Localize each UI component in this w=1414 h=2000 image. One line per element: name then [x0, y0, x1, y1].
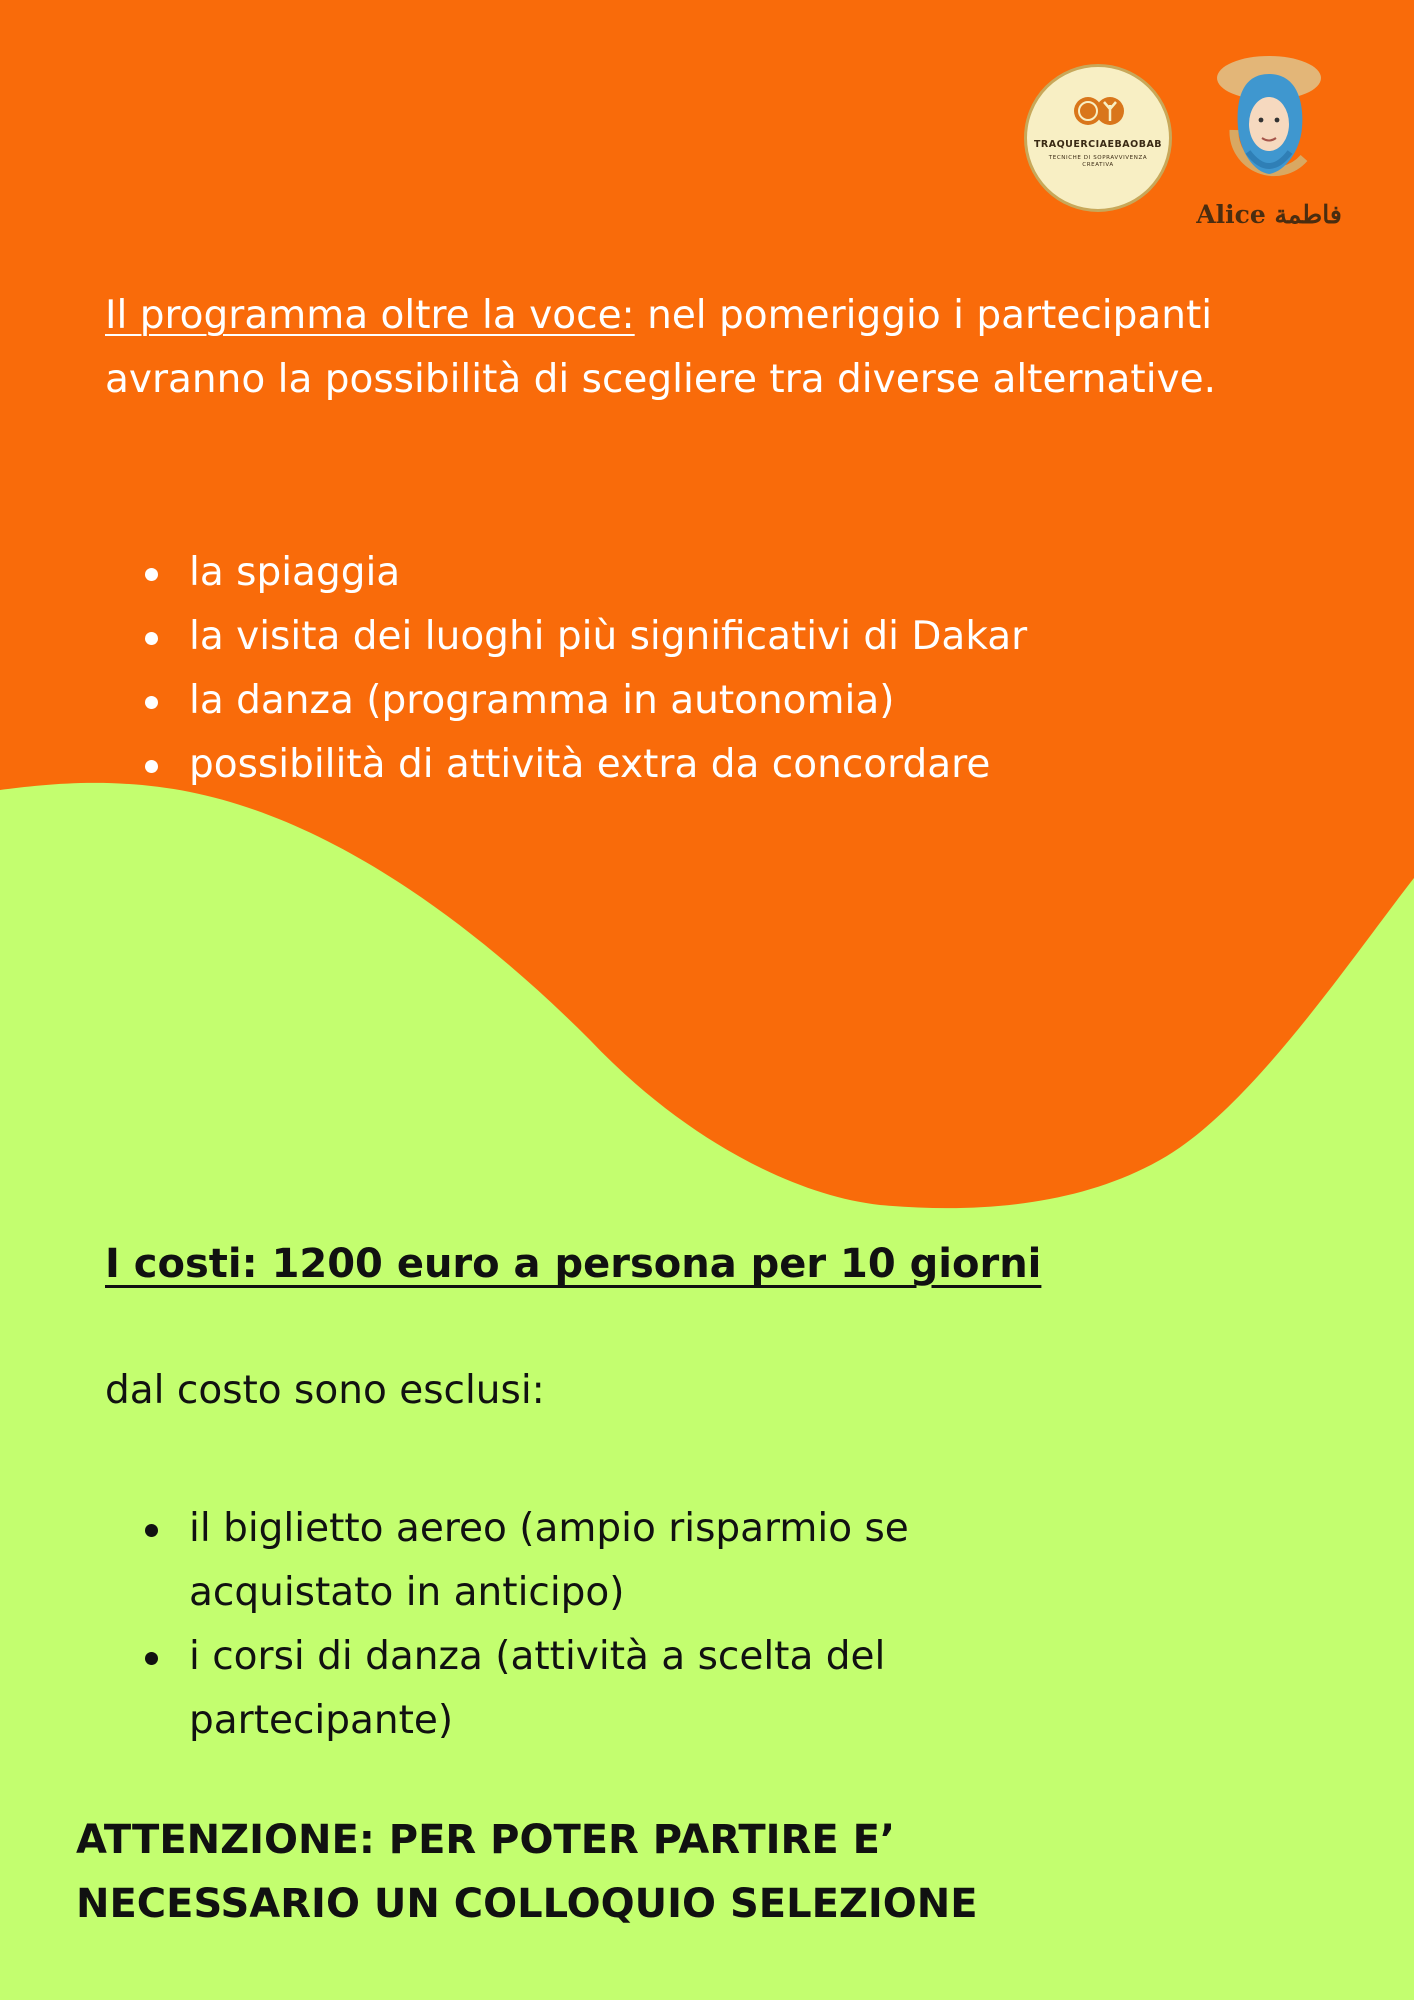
baobab-tree-logo-icon: [1071, 91, 1127, 131]
alice-fatima-logo: [1194, 48, 1344, 238]
attention-notice: [76, 1808, 1356, 1936]
excluded-list: [105, 1497, 1105, 1753]
costs-title: I costi: 1200 euro a persona per 10 giorni: [105, 1241, 1042, 1287]
logo-brand-text: TRAQUERCIAEBAOBAB: [1033, 139, 1163, 150]
excluded-label: dal costo sono esclusi:: [105, 1368, 545, 1413]
intro-paragraph: [105, 284, 1315, 412]
woman-hijab-logo-icon: [1212, 48, 1326, 188]
program-heading: Il programma oltre la voce:: [105, 293, 635, 338]
list-item: la visita dei luoghi più significativi di Dakar: [105, 605, 1335, 669]
traquerciaebaobab-logo: [1024, 64, 1172, 212]
logo-tagline: TECNICHE DI SOPRAVVIVENZA CREATIVA: [1048, 155, 1148, 168]
attention-line-1: ATTENZIONE: PER POTER PARTIRE E’: [76, 1817, 896, 1863]
list-item: il biglietto aereo (ampio risparmio se acquistato in anticipo): [105, 1497, 1105, 1625]
alternatives-list: [105, 541, 1335, 797]
list-item: la danza (programma in autonomia): [105, 669, 1335, 733]
list-item: i corsi di danza (attività a scelta del partecipante): [105, 1625, 1105, 1753]
intro-text: nel pomeriggio i partecipanti avranno la possibilità di scegliere tra diverse alternative.: [105, 293, 1217, 402]
list-item: la spiaggia: [105, 541, 1335, 605]
logo-name: Alice فاطمة: [1196, 200, 1342, 229]
attention-line-2: NECESSARIO UN COLLOQUIO SELEZIONE: [76, 1881, 978, 1927]
list-item: possibilità di attività extra da concordare: [105, 733, 1335, 797]
